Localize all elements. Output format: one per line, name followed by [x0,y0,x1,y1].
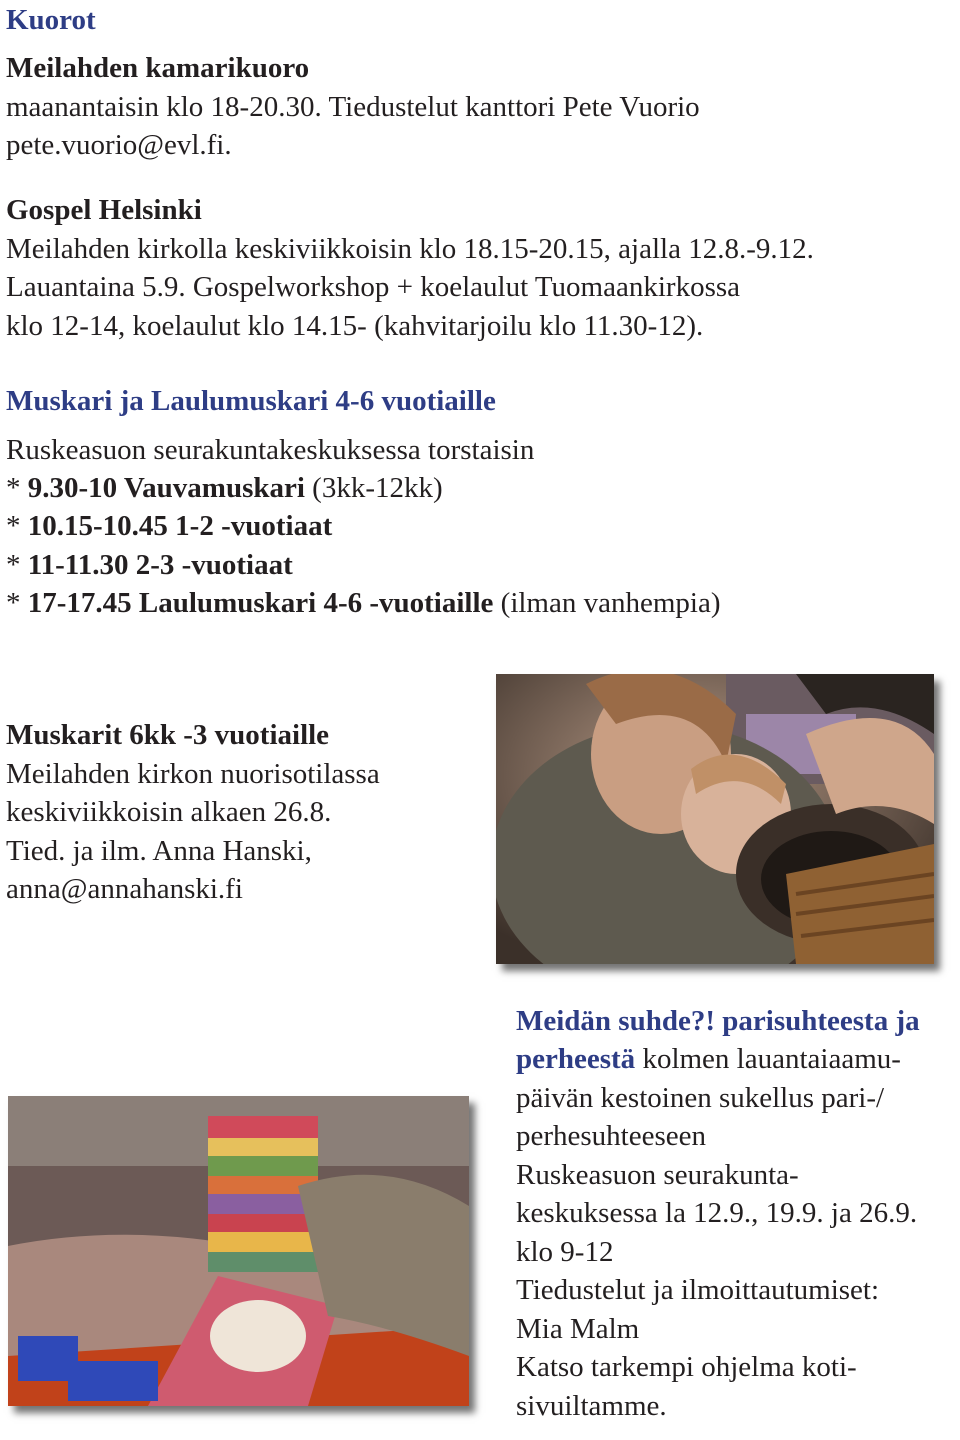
muskari-item-note: (ilman vanhempia) [493,587,721,619]
muskari-item [6,546,293,584]
kamarikuoro-title: Meilahden kamarikuoro [6,52,310,84]
muskarit-6kk-line: Tied. ja ilm. Anna Hanski, [6,835,312,867]
photo-child-feet-socks-image [8,1096,469,1406]
suhde-line: klo 9-12 [516,1236,614,1268]
gospel-title: Gospel Helsinki [6,194,202,226]
muskarit-6kk-email: anna@annahanski.fi [6,873,243,905]
suhde-title-line-1: Meidän suhde?! parisuhteesta ja [516,1005,920,1037]
gospel-line-3: klo 12-14, koelaulut klo 14.15- (kahvitarjoilu klo 11.30-12). [6,310,704,342]
suhde-line: perhesuhteeseen [516,1120,707,1152]
muskari-item-bullet: * [6,510,28,542]
photo-child-feet-socks [8,1096,469,1406]
muskarit-6kk-line: Meilahden kirkon nuorisotilassa [6,758,380,790]
muskari-item-bullet: * [6,549,28,581]
muskarit-6kk-line: keskiviikkoisin alkaen 26.8. [6,796,332,828]
muskari-item [6,584,721,622]
suhde-line: Tiedustelut ja ilmoittautumiset: [516,1274,880,1306]
kamarikuoro-line-1: maanantaisin klo 18-20.30. Tiedustelut kanttori Pete Vuorio [6,91,700,123]
section-heading-kuorot: Kuorot [6,4,96,36]
muskari-intro: Ruskeasuon seurakuntakeskuksessa torstaisin [6,434,535,466]
muskari-item-time: 17-17.45 Laulumuskari 4-6 -vuotiaille [27,587,494,619]
muskari-item-bullet: * [6,587,28,619]
photo-mother-child-basket-image [496,674,934,964]
muskari-item-note: (3kk-12kk) [304,472,443,504]
muskari-item [6,469,443,507]
suhde-title-line-2 [516,1040,901,1079]
muskari-item [6,507,332,545]
muskari-heading: Muskari ja Laulumuskari 4-6 vuotiaille [6,385,496,417]
suhde-line: sivuiltamme. [516,1390,667,1422]
muskari-item-time: 10.15-10.45 1-2 -vuotiaat [27,510,333,542]
muskarit-6kk-title: Muskarit 6kk -3 vuotiaille [6,719,330,751]
muskari-item-time: 9.30-10 Vauvamuskari [27,472,305,504]
muskari-item-bullet: * [6,472,28,504]
suhde-line-rest: kolmen lauantaiaamu- [635,1043,901,1075]
suhde-line: Ruskeasuon seurakunta- [516,1159,799,1191]
photo-mother-child-basket [496,674,934,964]
gospel-line-1: Meilahden kirkolla keskiviikkoisin klo 18.15-20.15, ajalla 12.8.-9.12. [6,233,814,265]
suhde-title-perheesta: perheestä [516,1043,636,1075]
gospel-line-2: Lauantaina 5.9. Gospelworkshop + koelaulut Tuomaankirkossa [6,271,741,303]
kamarikuoro-email: pete.vuorio@evl.fi. [6,129,232,161]
suhde-line: päivän kestoinen sukellus pari-/ [516,1082,885,1114]
suhde-line: keskuksessa la 12.9., 19.9. ja 26.9. [516,1197,918,1229]
suhde-contact-name: Mia Malm [516,1313,640,1345]
suhde-line: Katso tarkempi ohjelma koti- [516,1351,857,1383]
muskari-item-time: 11-11.30 2-3 -vuotiaat [27,549,293,581]
